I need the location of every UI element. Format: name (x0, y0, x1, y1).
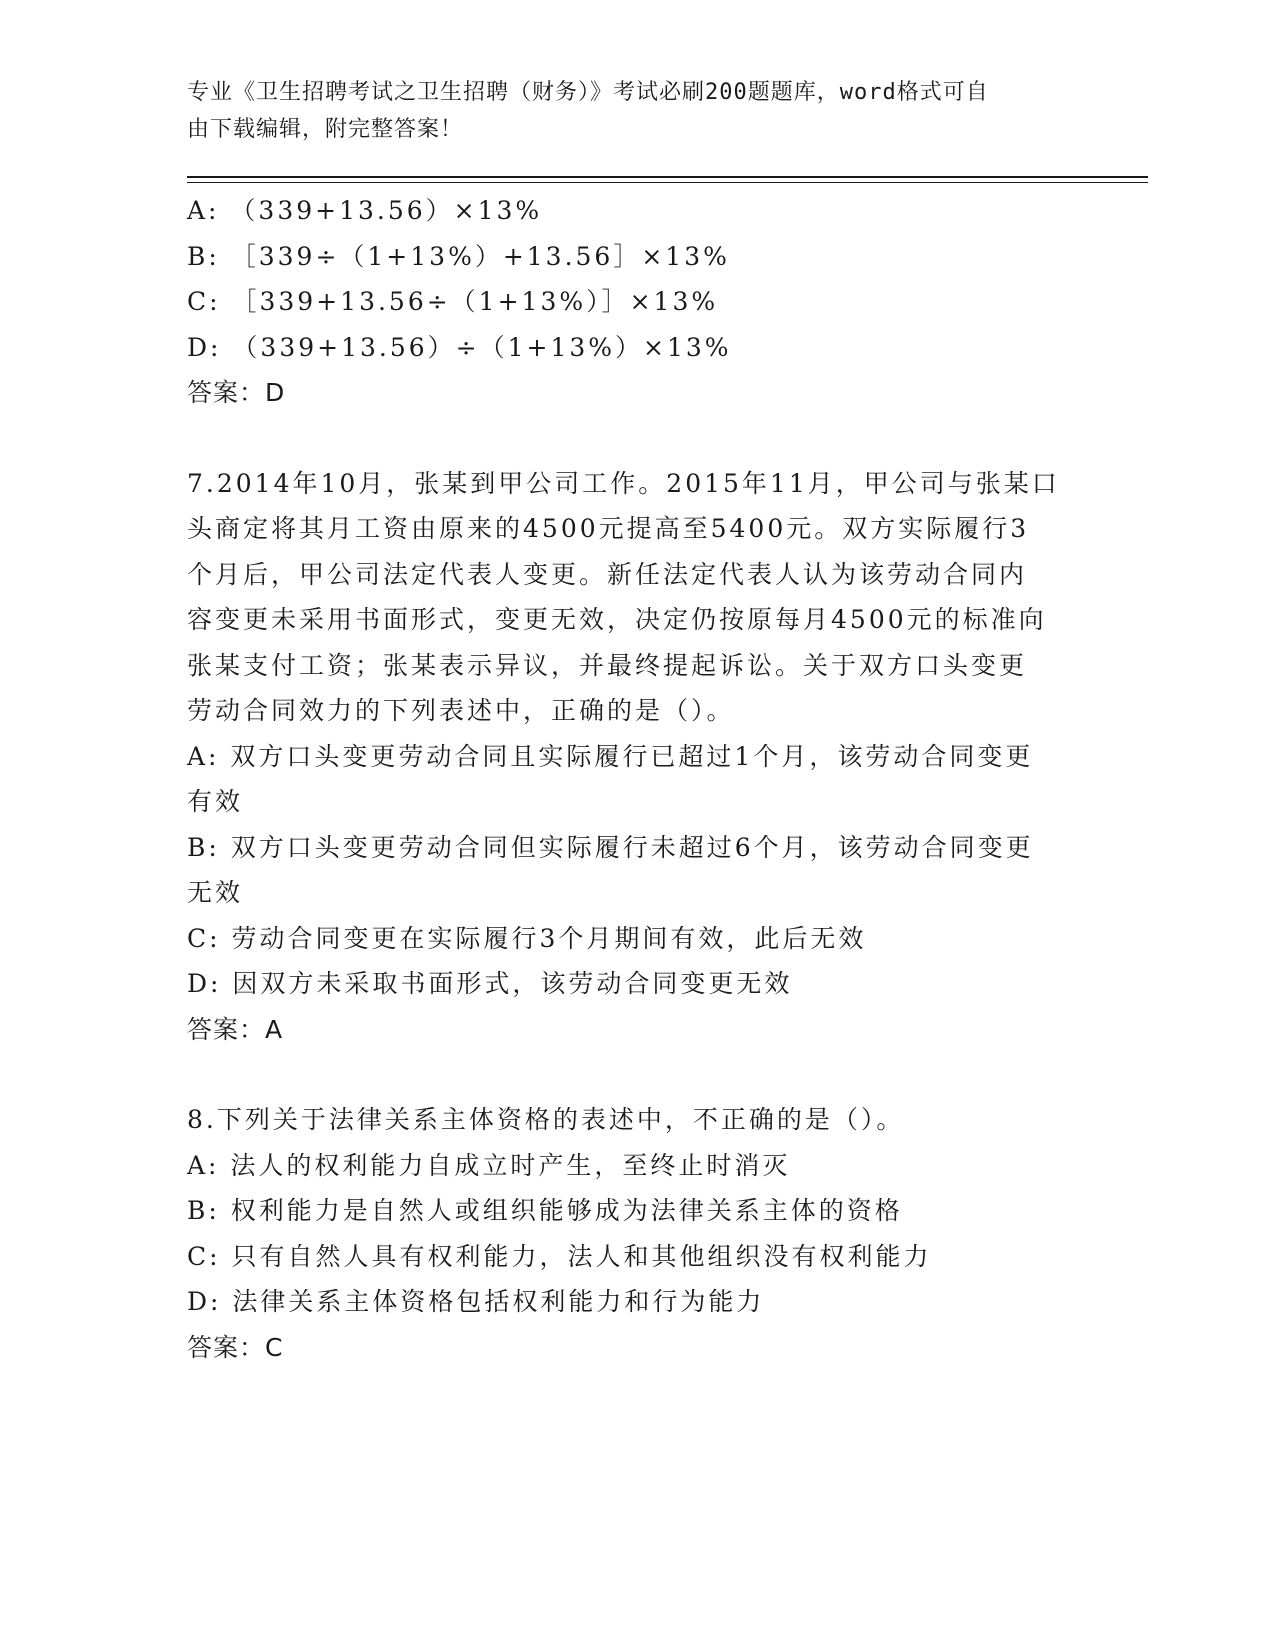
q7-stem-line-1: 7.2014年10月，张某到甲公司工作。2015年11月，甲公司与张某口 (187, 468, 1060, 498)
header-line-2: 由下载编辑，附完整答案！ (187, 117, 464, 142)
q7-answer: 答案：A (187, 1014, 284, 1044)
q7-stem-line-4: 容变更未采用书面形式，变更无效，决定仍按原每月4500元的标准向 (187, 605, 1047, 634)
header-line-1: 专业《卫生招聘考试之卫生招聘（财务）》考试必刷200题题库，word格式可自 (187, 80, 989, 105)
q7-option-b-cont: 无效 (187, 878, 244, 907)
q7-stem-line-6: 劳动合同效力的下列表述中，正确的是（）。 (187, 696, 735, 725)
q8-option-c: C: 只有自然人具有权利能力，法人和其他组织没有权利能力 (187, 1241, 932, 1271)
q6-answer: 答案：D (187, 378, 286, 407)
q6-option-b: B: ［339÷（1+13%）+13.56］×13% (187, 241, 730, 271)
q8-option-d: D: 法律关系主体资格包括权利能力和行为能力 (187, 1287, 765, 1316)
q6-option-d: D: （339+13.56）÷（1+13%）×13% (187, 332, 732, 362)
q7-option-a-cont: 有效 (187, 787, 244, 816)
document-header (187, 74, 1067, 148)
q8-answer: 答案：C (187, 1332, 284, 1362)
question-7 (187, 461, 1067, 1053)
spacer (187, 416, 1067, 461)
q7-option-b: B: 双方口头变更劳动合同但实际履行未超过6个月，该劳动合同变更 (187, 832, 1034, 862)
q8-option-a: A: 法人的权利能力自成立时产生，至终止时消灭 (187, 1150, 791, 1180)
q8-stem: 8.下列关于法律关系主体资格的表述中，不正确的是（）。 (187, 1105, 905, 1134)
q6-option-a: A: （339+13.56）×13% (187, 196, 543, 225)
q7-option-a: A: 双方口头变更劳动合同且实际履行已超过1个月，该劳动合同变更 (187, 741, 1034, 771)
q7-option-c: C: 劳动合同变更在实际履行3个月期间有效，此后无效 (187, 923, 867, 953)
spacer (187, 1052, 1067, 1097)
q7-stem-line-5: 张某支付工资；张某表示异议，并最终提起诉讼。关于双方口头变更 (187, 650, 1028, 680)
question-8 (187, 1097, 1067, 1370)
q7-stem-line-2: 头商定将其月工资由原来的4500元提高至5400元。双方实际履行3 (187, 514, 1030, 543)
q7-option-d: D: 因双方未采取书面形式，该劳动合同变更无效 (187, 969, 793, 998)
q8-option-b: B: 权利能力是自然人或组织能够成为法律关系主体的资格 (187, 1196, 903, 1225)
header-divider-thick (187, 176, 1148, 178)
header-divider-thin (187, 182, 1148, 183)
question-6 (187, 188, 1067, 416)
document-body (187, 188, 1067, 1370)
q7-stem-line-3: 个月后，甲公司法定代表人变更。新任法定代表人认为该劳动合同内 (187, 559, 1028, 589)
q6-option-c: C: ［339+13.56÷（1+13%）］×13% (187, 287, 719, 316)
